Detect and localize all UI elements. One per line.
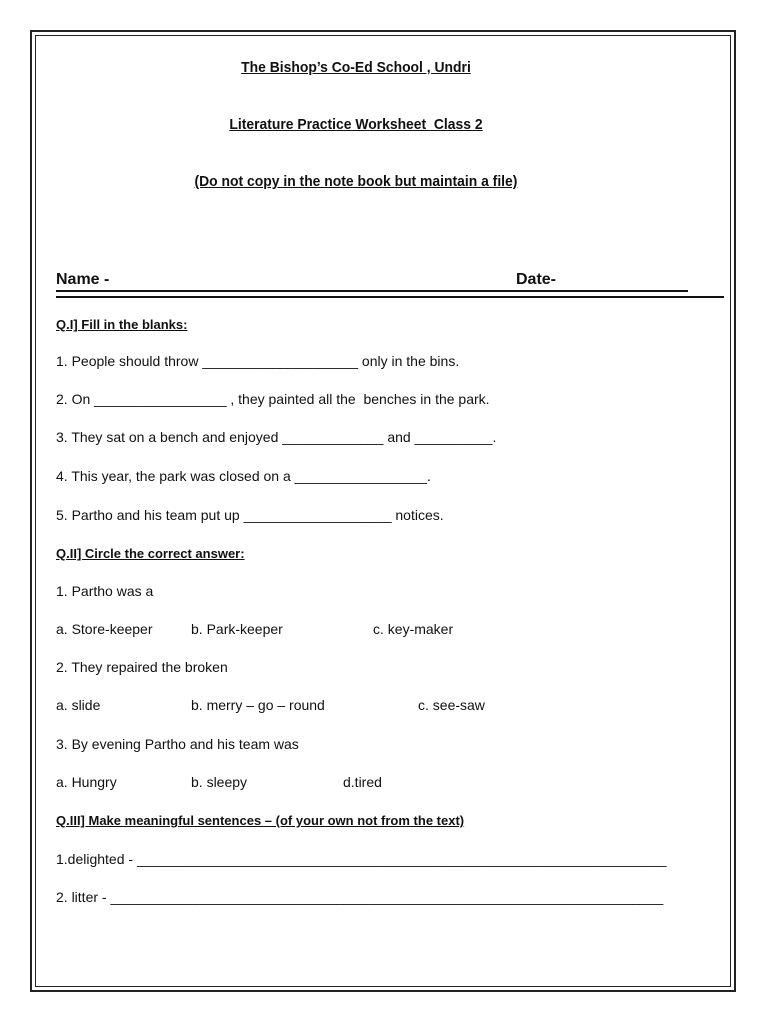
school-name: The Bishop’s Co-Ed School , Undri <box>241 59 471 76</box>
date-label: Date- <box>516 271 557 288</box>
q1-item-3: 3. They sat on a bench and enjoyed _____________ and __________. <box>56 429 497 445</box>
q1-item-1: 1. People should throw ____________________ only in the bins. <box>56 353 460 369</box>
q2-q2-option-b[interactable]: b. merry – go – round <box>191 697 325 713</box>
q3-heading: Q.III] Make meaningful sentences – (of your own not from the text) <box>56 813 465 828</box>
name-field-line[interactable] <box>56 290 688 292</box>
q2-question-3: 3. By evening Partho and his team was <box>56 736 299 752</box>
q2-heading: Q.II] Circle the correct answer: <box>56 546 245 561</box>
q2-q1-option-a[interactable]: a. Store-keeper <box>56 621 153 637</box>
q2-q1-option-c[interactable]: c. key-maker <box>373 621 454 637</box>
q1-heading: Q.I] Fill in the blanks: <box>56 317 188 332</box>
q2-question-2: 2. They repaired the broken <box>56 659 228 675</box>
name-label: Name - <box>56 271 110 288</box>
q2-q3-option-a[interactable]: a. Hungry <box>56 774 117 790</box>
q3-item-1[interactable]: 1.delighted - ____________________________________________________________________ <box>56 851 667 867</box>
header-divider <box>56 296 724 298</box>
q2-q1-option-b[interactable]: b. Park-keeper <box>191 621 283 637</box>
worksheet-instruction: (Do not copy in the note book but maintain a file) <box>194 173 518 190</box>
q1-item-2: 2. On _________________ , they painted all the benches in the park. <box>56 391 490 407</box>
q2-q3-option-c[interactable]: d.tired <box>343 774 382 790</box>
worksheet-title: Literature Practice Worksheet Class 2 <box>229 116 483 133</box>
q2-question-1: 1. Partho was a <box>56 583 154 599</box>
q1-item-5: 5. Partho and his team put up ___________________ notices. <box>56 507 444 523</box>
q2-q2-option-c[interactable]: c. see-saw <box>418 697 485 713</box>
q2-q2-option-a[interactable]: a. slide <box>56 697 101 713</box>
q1-item-4: 4. This year, the park was closed on a _________________. <box>56 468 431 484</box>
q3-item-2[interactable]: 2. litter - _______________________________________________________________________ <box>56 889 664 905</box>
q2-q3-option-b[interactable]: b. sleepy <box>191 774 248 790</box>
